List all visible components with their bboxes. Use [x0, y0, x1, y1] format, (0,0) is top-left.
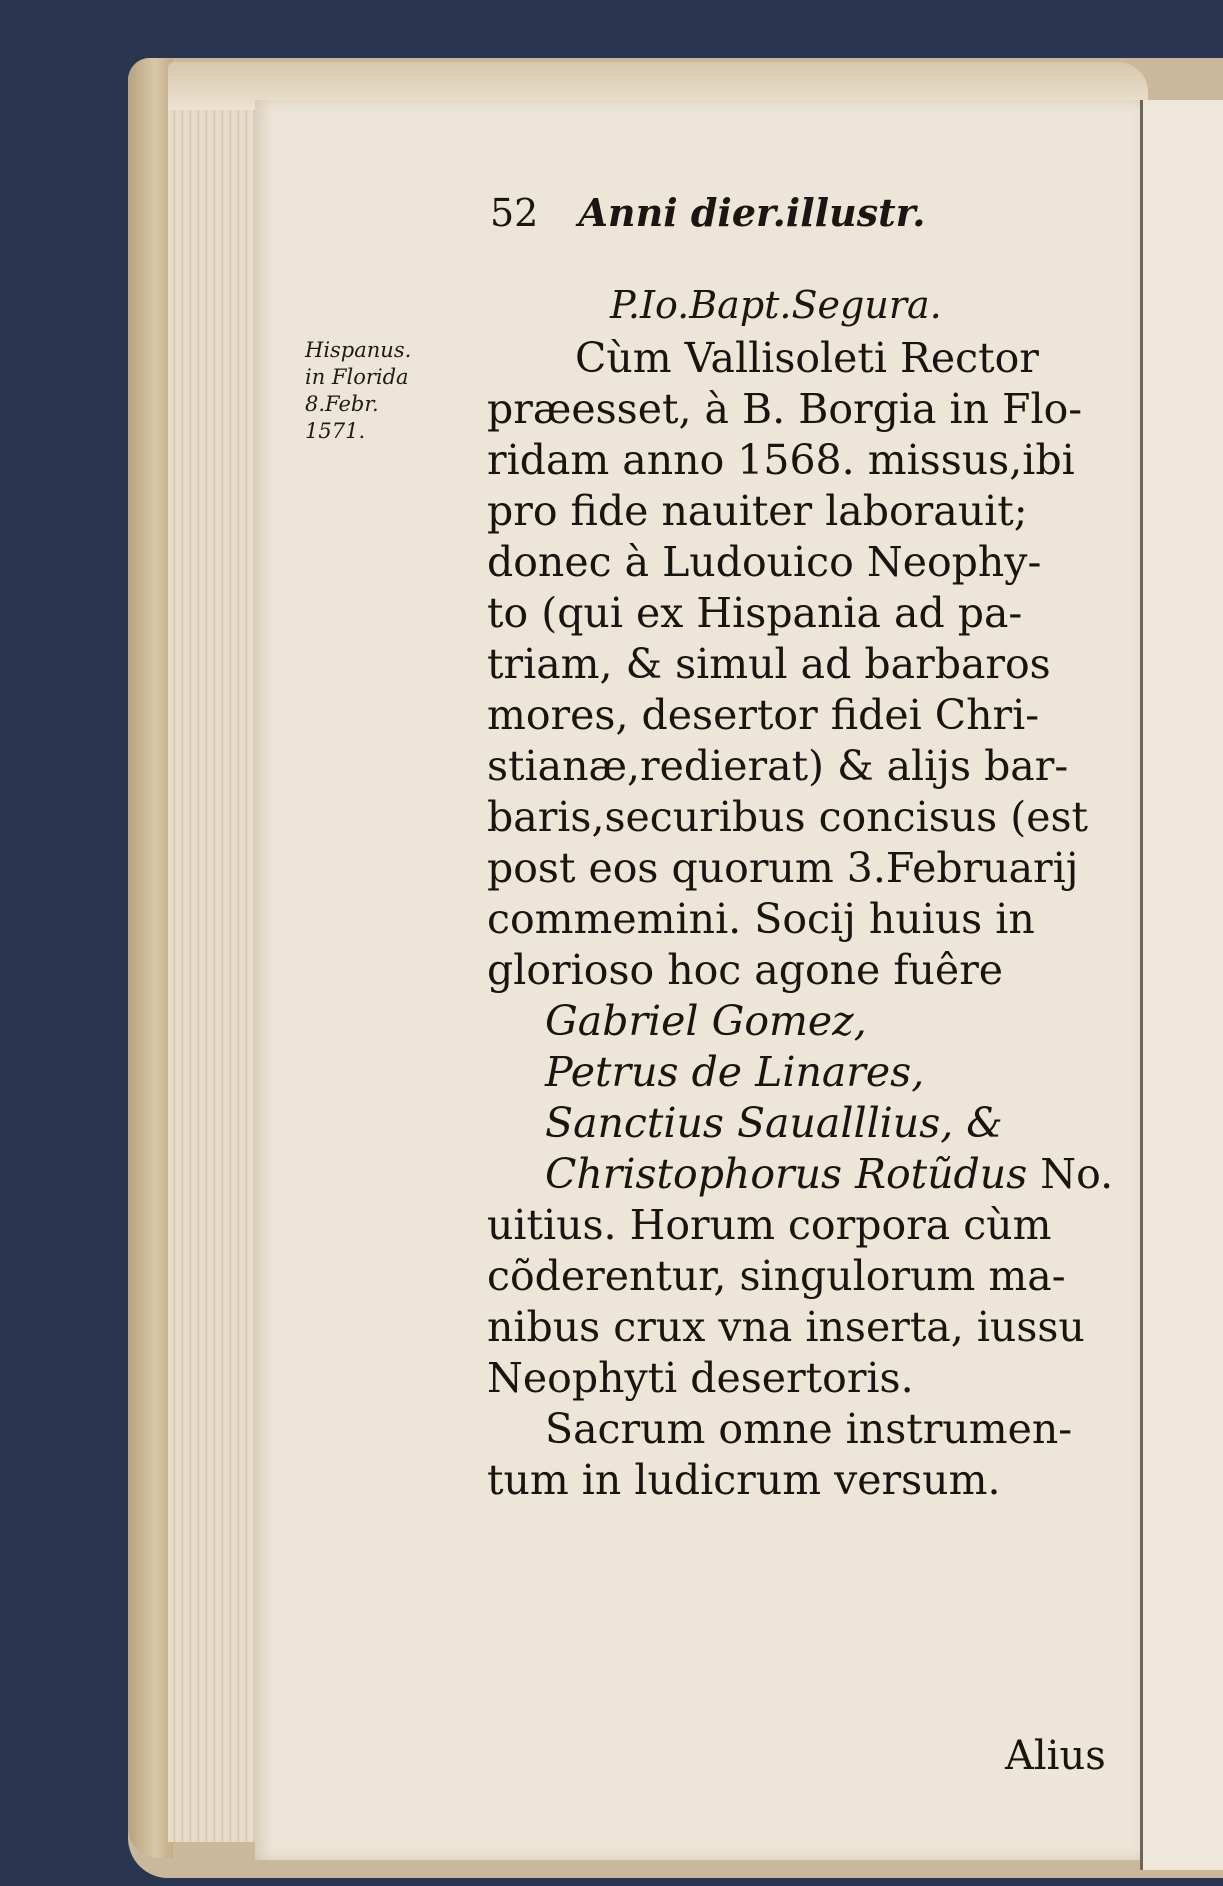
companion-name: Christophorus Rotũdus [545, 1150, 1028, 1198]
margin-note-line: 8.Febr. [305, 392, 379, 416]
text-line: Sacrum omne instrumen- [545, 1405, 1073, 1453]
text-line: to (qui ex Hispania ad pa- [487, 589, 1023, 637]
text-line: stianæ,redierat) & alijs bar- [487, 742, 1069, 790]
text-line: præesset, à B. Borgia in Flo- [487, 385, 1083, 433]
catchword: Alius [1005, 1733, 1106, 1779]
running-title: Anni dier.illustr. [578, 190, 926, 235]
margin-note-line: 1571. [305, 419, 366, 443]
text-line: Cùm Vallisoleti Rector [575, 334, 1039, 382]
text-line: triam, & simul ad barbaros [487, 640, 1051, 688]
text-line: mores, desertor fidei Chri- [487, 691, 1040, 739]
text-line: post eos quorum 3.Februarij [487, 844, 1079, 892]
companion-name: Sanctius Saualllius, & [545, 1099, 1003, 1147]
text-line: glorioso hoc agone fuêre [487, 946, 1004, 994]
page-stack [168, 92, 263, 1842]
cover-edge [128, 58, 173, 1858]
text-line: tum in ludicrum versum. [487, 1456, 1001, 1504]
margin-note-line: in Florida [305, 365, 409, 389]
companion-name-line [487, 1149, 1127, 1200]
text-line: Neophyti desertoris. [487, 1354, 914, 1402]
margin-note [305, 337, 475, 445]
text-line: uitius. Horum corpora cùm [487, 1201, 1052, 1249]
text-fragment: No. [1027, 1150, 1114, 1198]
body-text [487, 333, 1127, 1506]
text-line: donec à Ludouico Neophy- [487, 538, 1042, 586]
facing-page-edge [1140, 100, 1223, 1870]
margin-note-line: Hispanus. [305, 338, 412, 362]
text-line: pro fide nauiter laborauit; [487, 487, 1028, 535]
companion-name: Gabriel Gomez, [545, 997, 867, 1045]
text-line: ridam anno 1568. missus,ibi [487, 436, 1075, 484]
text-line: cõderentur, singulorum ma- [487, 1252, 1066, 1300]
page-header [490, 190, 1090, 240]
text-line: nibus crux vna inserta, iussu [487, 1303, 1085, 1351]
page-number: 52 [490, 191, 539, 235]
text-line: baris,securibus concisus (est [487, 793, 1089, 841]
section-subheading: P.Io.Bapt.Segura. [610, 283, 942, 327]
companion-name: Petrus de Linares, [545, 1048, 925, 1096]
text-line: commemini. Socij huius in [487, 895, 1035, 943]
